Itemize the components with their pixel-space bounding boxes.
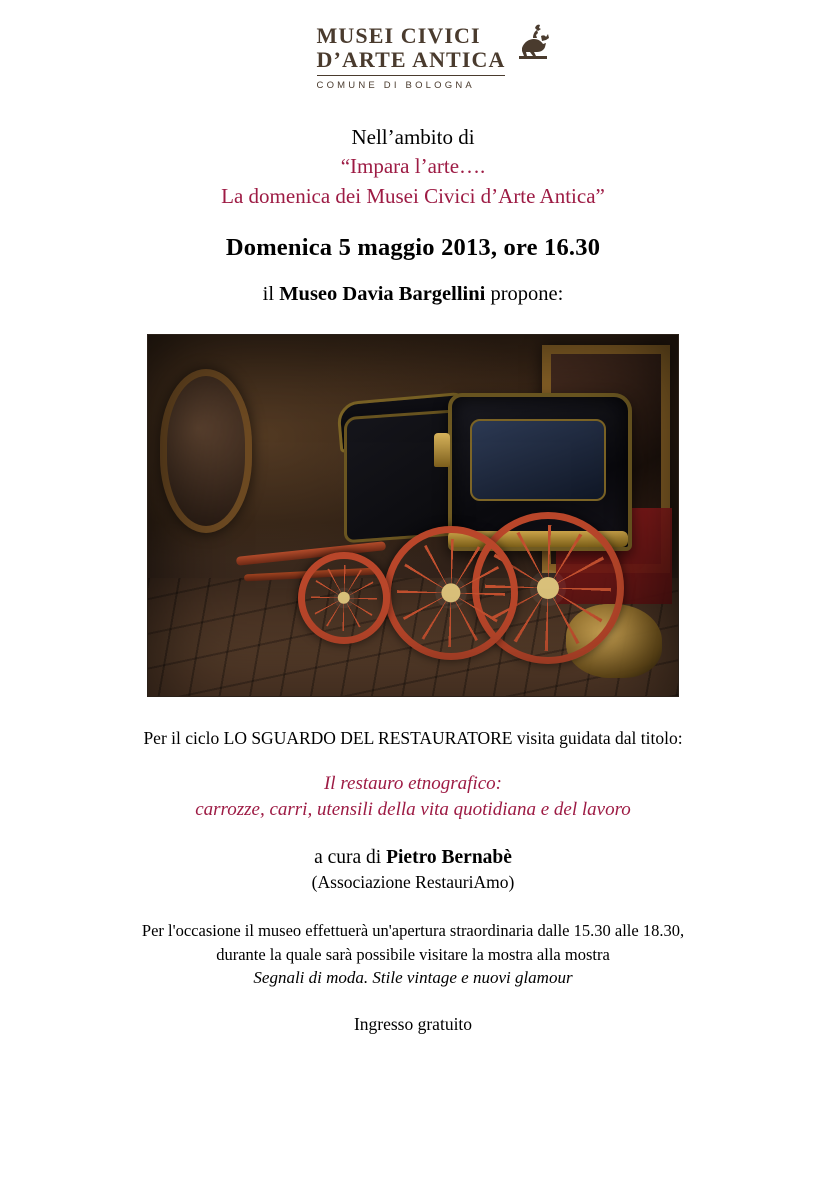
occasion-line-2: durante la quale sarà possibile visitare la mostra alla mostra: [216, 944, 610, 964]
logo-line-2: D’ARTE ANTICA: [317, 48, 506, 76]
equestrian-statue-icon: [511, 18, 555, 64]
carriage-wheel-rear-left: [384, 526, 518, 660]
logo-line-1: MUSEI CIVICI: [316, 23, 481, 48]
museum-logo: [0, 24, 826, 93]
visit-title-line-2: carrozze, carri, utensili della vita quotidiana e del lavoro: [195, 799, 631, 821]
visit-title-line-1: Il restauro etnografico:: [323, 772, 502, 794]
carriage-photo: [147, 334, 679, 697]
intro-line-2: “Impara l’arte….: [340, 154, 486, 179]
occasion-block: [0, 919, 826, 990]
carriage-lamp: [434, 433, 450, 467]
intro-line-1: Nell’ambito di: [351, 124, 475, 149]
museum-proposes-line: [0, 283, 826, 306]
photo-container: [0, 334, 826, 702]
logo-line-3: COMUNE DI BOLOGNA: [316, 79, 475, 91]
museum-name: Museo Davia Bargellini: [279, 282, 486, 305]
event-date: Domenica 5 maggio 2013, ore 16.30: [225, 233, 601, 261]
occasion-line-1: Per l'occasione il museo effettuerà un'apertura straordinaria dalle 15.30 alle 18.30,: [141, 921, 685, 941]
logo-inner: [317, 24, 510, 91]
free-entry-line: Ingresso gratuito: [353, 1014, 473, 1035]
occasion-exhibition-title: Segnali di moda. Stile vintage e nuovi glamour: [253, 968, 573, 988]
visit-title: [0, 771, 826, 823]
proposes-suffix: propone:: [485, 282, 564, 305]
cycle-line: Per il ciclo LO SGUARDO DEL RESTAURATORE visita guidata dal titolo:: [143, 727, 683, 748]
intro-block: [0, 123, 826, 212]
curator-line: [0, 847, 826, 869]
photo-wall-mirror: [160, 369, 252, 533]
carriage-wheel-front: [298, 552, 390, 644]
curator-name: Pietro Bernabè: [386, 847, 512, 869]
intro-line-3: La domenica dei Musei Civici d’Arte Antica”: [221, 184, 605, 209]
curator-prefix: a cura di: [314, 847, 387, 869]
curator-association: (Associazione RestauriAmo): [311, 872, 515, 893]
proposes-prefix: il: [262, 282, 280, 305]
poster-page: [0, 24, 826, 1193]
